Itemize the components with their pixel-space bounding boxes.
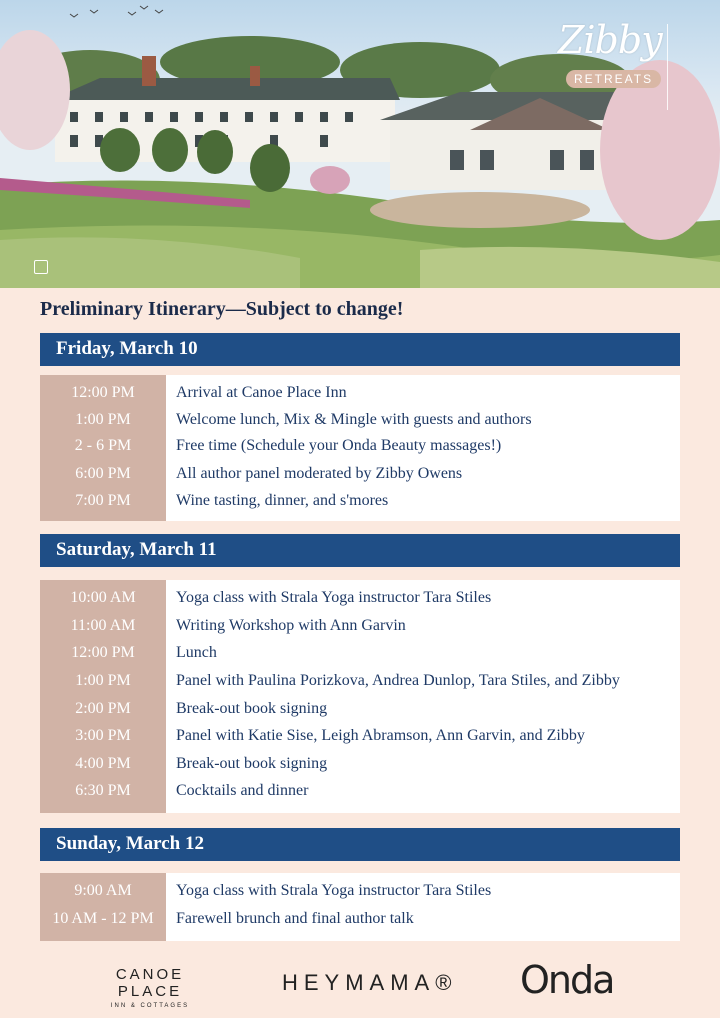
day-header-saturday: Saturday, March 11 <box>40 534 680 567</box>
event-time: 7:00 PM <box>75 492 131 509</box>
event-time: 11:00 AM <box>70 617 136 634</box>
event-text: Farewell brunch and final author talk <box>176 910 414 927</box>
schedule-row <box>40 586 680 613</box>
event-time: 3:00 PM <box>75 727 131 744</box>
schedule-row <box>40 779 680 806</box>
brand-divider <box>667 24 668 110</box>
event-text: Free time (Schedule your Onda Beauty massages!) <box>176 437 502 454</box>
event-text: Break-out book signing <box>176 700 328 717</box>
event-time: 2 - 6 PM <box>74 437 132 454</box>
onda-logo: Onda <box>520 958 614 1002</box>
event-text: All author panel moderated by Zibby Owens <box>176 465 463 482</box>
hero-image <box>0 0 720 288</box>
itinerary-note: Preliminary Itinerary—Subject to change! <box>40 298 404 320</box>
event-text: Cocktails and dinner <box>176 782 309 799</box>
event-text: Yoga class with Strala Yoga instructor Tara Stiles <box>176 882 492 899</box>
schedule-row <box>40 907 680 934</box>
schedule-row <box>40 489 680 516</box>
brand-pill: RETREATS <box>566 70 661 88</box>
canoe-place-name: CANOE PLACE <box>115 966 185 1000</box>
event-text: Lunch <box>176 644 217 661</box>
schedule-row <box>40 381 680 408</box>
event-text: Writing Workshop with Ann Garvin <box>176 617 406 634</box>
event-time: 10:00 AM <box>70 589 136 606</box>
event-time: 10 AM - 12 PM <box>52 910 154 927</box>
day-header-sunday: Sunday, March 12 <box>40 828 680 861</box>
brand-script: Zibby <box>558 18 662 62</box>
event-time: 1:00 PM <box>75 672 131 689</box>
event-time: 12:00 PM <box>71 384 135 401</box>
schedule-row <box>40 641 680 668</box>
day-schedule-saturday <box>40 580 680 813</box>
day-header-friday: Friday, March 10 <box>40 333 680 366</box>
event-text: Yoga class with Strala Yoga instructor Tara Stiles <box>176 589 492 606</box>
schedule-row <box>40 462 680 489</box>
event-text: Arrival at Canoe Place Inn <box>176 384 347 401</box>
event-time: 1:00 PM <box>75 411 131 428</box>
canoe-place-subtitle: INN & COTTAGES <box>110 1003 190 1009</box>
day-schedule-friday <box>40 375 680 521</box>
schedule-row <box>40 697 680 724</box>
schedule-row <box>40 724 680 751</box>
event-time: 2:00 PM <box>75 700 131 717</box>
event-text: Panel with Katie Sise, Leigh Abramson, Ann Garvin, and Zibby <box>176 727 585 744</box>
zibby-retreats-logo <box>558 18 668 114</box>
event-time: 6:00 PM <box>75 465 131 482</box>
schedule-row <box>40 879 680 906</box>
event-text: Break-out book signing <box>176 755 328 772</box>
canoe-place-mark-icon <box>34 260 48 274</box>
heymama-logo: HEYMAMA® <box>282 970 458 995</box>
sponsor-logos <box>0 948 720 1018</box>
event-time: 6:30 PM <box>75 782 131 799</box>
event-time: 9:00 AM <box>74 882 132 899</box>
event-text: Welcome lunch, Mix & Mingle with guests and authors <box>176 411 532 428</box>
event-text: Wine tasting, dinner, and s'mores <box>176 492 389 509</box>
event-time: 12:00 PM <box>71 644 135 661</box>
schedule-row <box>40 408 680 435</box>
schedule-row <box>40 614 680 641</box>
event-time: 4:00 PM <box>75 755 131 772</box>
schedule-row <box>40 434 680 461</box>
schedule-row <box>40 752 680 779</box>
event-text: Panel with Paulina Porizkova, Andrea Dunlop, Tara Stiles, and Zibby <box>176 672 620 689</box>
canoe-place-logo <box>84 966 216 1009</box>
day-schedule-sunday <box>40 873 680 941</box>
schedule-row <box>40 669 680 696</box>
